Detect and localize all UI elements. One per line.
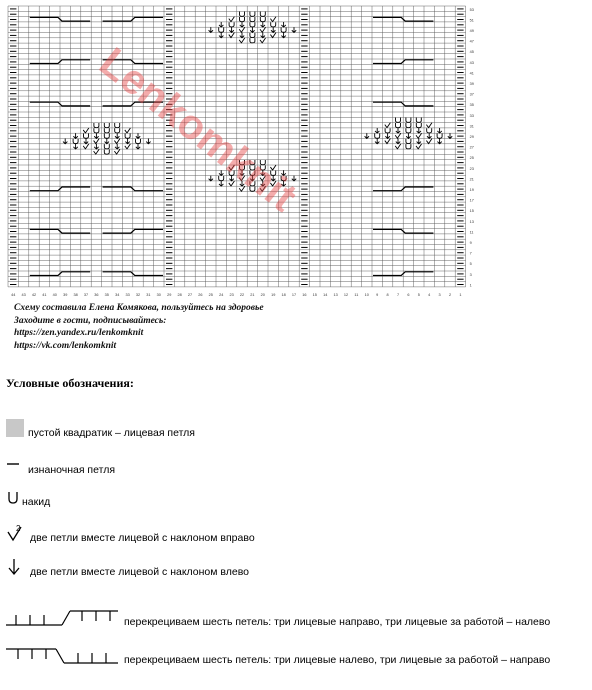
col-number: 17 [291,292,297,297]
k2tog-left-symbol [209,176,213,181]
k2tog-left-symbol [281,170,285,175]
k2tog-left-symbol [63,139,67,144]
k2tog-left-symbol [136,144,140,149]
col-number: 38 [73,292,78,297]
k2tog-right-symbol [416,144,422,149]
col-number: 12 [343,292,349,297]
col-number: 1 [459,292,462,297]
k2tog-right-symbol [270,181,276,186]
yarn-over-symbol [406,144,411,149]
row-number: 3 [469,272,472,277]
grey-square-icon [6,419,24,437]
k2tog-left-symbol [261,33,265,38]
k2tog-left-symbol [219,33,223,38]
yarn-over-symbol [104,134,109,139]
row-number: 31 [469,124,474,129]
k2tog-right-symbol [395,144,401,149]
k2tog-left-symbol [250,176,254,181]
legend-purl-text: изнаночная петля [28,464,116,476]
k2tog-right-symbol [229,165,235,170]
k2tog-left-symbol [417,128,421,133]
yarn-over-symbol [250,160,255,165]
yarn-over-symbol [229,22,234,27]
col-number: 22 [239,292,245,297]
k2tog-left-symbol [375,139,379,144]
yarn-over-symbol [250,165,255,170]
cable-cross-icon [6,647,118,665]
col-number: 14 [323,292,328,297]
k2tog-left-symbol [229,27,233,32]
legend-knit-text: пустой квадратик – лицевая петля [28,427,195,439]
row-number: 19 [469,187,474,192]
yarn-over-symbol [416,118,421,123]
col-number: 41 [42,292,47,297]
row-number: 43 [469,60,474,65]
k2tog-left-symbol [73,144,77,149]
k2tog-right-symbol [260,27,266,32]
k2tog-left-symbol [125,139,129,144]
col-number: 29 [167,292,172,297]
check-2-icon [6,523,24,543]
yarn-over-symbol [406,128,411,133]
col-number: 11 [354,292,359,297]
col-number: 10 [364,292,369,297]
col-number: 16 [302,292,307,297]
yarn-over-symbol [240,12,245,17]
k2tog-right-symbol [94,139,100,144]
k2tog-left-symbol [261,22,265,27]
yarn-over-symbol [375,134,380,139]
col-number: 6 [407,292,410,297]
k2tog-left-symbol [219,170,223,175]
yarn-over-symbol [406,139,411,144]
k2tog-right-symbol [229,33,235,38]
yarn-over-symbol [219,28,224,33]
row-number: 27 [469,145,474,150]
yarn-over-symbol [385,128,390,133]
yarn-over-symbol [229,171,234,176]
k2tog-left-symbol [115,133,119,138]
credits [14,302,264,352]
col-number: 42 [31,292,37,297]
yarn-over-symbol [125,134,130,139]
legend-yarn-over-text: накид [22,496,51,508]
k2tog-left-symbol [94,144,98,149]
yarn-over-symbol [260,12,265,17]
k2tog-left-symbol [240,170,244,175]
k2tog-left-symbol [385,133,389,138]
k2tog-right-symbol [239,38,245,43]
row-number: 35 [469,103,474,108]
col-number: 13 [333,292,338,297]
col-number: 5 [417,292,420,297]
row-number: 41 [469,71,474,76]
k2tog-right-symbol [83,144,89,149]
row-number: 39 [469,81,474,86]
col-number: 34 [115,292,120,297]
col-number: 25 [208,292,213,297]
yarn-over-symbol [250,22,255,27]
k2tog-right-symbol [270,165,276,170]
k2tog-right-symbol [385,139,391,144]
credits-link-zen[interactable]: https://zen.yandex.ru/lenkomknit [14,328,144,338]
row-number: 13 [469,219,474,224]
yarn-over-symbol [406,118,411,123]
yarn-over-symbol [240,17,245,22]
yarn-over-symbol [406,123,411,128]
k2tog-right-symbol [229,181,235,186]
legend-cable-left [6,608,550,628]
k2tog-left-symbol [271,176,275,181]
yarn-over-symbol [250,38,255,43]
k2tog-right-symbol [385,123,391,128]
k2tog-left-symbol [261,170,265,175]
row-number: 37 [469,92,474,97]
legend-cable-right-text: перекрециваем шесть петель: три лицевые налево, три лицевые за работой – направо [124,654,551,666]
col-number: 39 [63,292,68,297]
dash-icon [6,460,22,472]
legend-k2tog-right-text: две петли вместе лицевой с наклоном вправо [30,532,255,544]
col-number: 9 [376,292,379,297]
yarn-over-symbol [427,128,432,133]
k2tog-left-symbol [146,139,150,144]
k2tog-right-symbol [125,144,131,149]
k2tog-right-symbol [260,176,266,181]
row-number: 15 [469,209,474,214]
knitting-chart [6,4,488,300]
k2tog-left-symbol [219,181,223,186]
row-number: 21 [469,177,474,182]
k2tog-left-symbol [240,22,244,27]
chart-svg [6,4,488,300]
yarn-over-symbol [281,28,286,33]
yarn-over-symbol [250,171,255,176]
yarn-over-symbol [437,134,442,139]
col-number: 4 [428,292,431,297]
row-number: 11 [469,230,474,235]
col-number: 33 [125,292,130,297]
col-number: 26 [198,292,203,297]
k2tog-left-symbol [406,133,410,138]
col-number: 24 [219,292,224,297]
row-number: 33 [469,113,474,118]
yarn-over-symbol [396,123,401,128]
yarn-over-symbol [240,160,245,165]
col-number: 40 [52,292,57,297]
k2tog-left-symbol [271,27,275,32]
col-number: 21 [250,292,255,297]
u-icon [6,491,20,505]
row-number: 17 [469,198,474,203]
k2tog-right-symbol [83,128,89,133]
legend-yarn-over [6,488,50,508]
yarn-over-symbol [115,123,120,128]
col-number: 35 [104,292,109,297]
col-number: 2 [448,292,452,297]
yarn-over-symbol [94,123,99,128]
yarn-over-symbol [396,118,401,123]
k2tog-left-symbol [229,176,233,181]
legend-knit [6,417,195,439]
col-number: 30 [156,292,161,297]
k2tog-left-symbol [73,133,77,138]
k2tog-right-symbol [426,139,432,144]
k2tog-right-symbol [416,133,422,138]
k2tog-left-symbol [84,139,88,144]
yarn-over-symbol [250,17,255,22]
k2tog-right-symbol [239,27,245,32]
yarn-over-symbol [260,17,265,22]
k2tog-right-symbol [94,149,100,154]
k2tog-right-symbol [239,186,245,191]
k2tog-left-symbol [281,33,285,38]
check-2-superscript: 2 [16,524,21,533]
legend-title: Условные обозначения: [6,376,134,390]
credits-line-2: Заходите в гости, подписывайтесь: [14,315,167,326]
k2tog-left-symbol [375,128,379,133]
k2tog-left-symbol [240,181,244,186]
watermark: Lenkomknit [91,38,306,221]
col-number: 15 [312,292,317,297]
row-number: 1 [469,283,472,288]
legend-cable-left-text: перекрециваем шесть петель: три лицевые направо, три лицевые за работой – налево [124,616,551,628]
row-number: 47 [469,39,474,44]
col-number: 37 [83,292,89,297]
yarn-over-symbol [94,128,99,133]
k2tog-right-symbol [260,186,266,191]
k2tog-left-symbol [115,144,119,149]
k2tog-right-symbol [270,17,276,22]
yarn-over-symbol [104,149,109,154]
k2tog-left-symbol [281,22,285,27]
col-number: 23 [229,292,234,297]
row-number: 51 [469,18,474,23]
yarn-over-symbol [271,171,276,176]
k2tog-left-symbol [396,139,400,144]
yarn-over-symbol [250,33,255,38]
yarn-over-symbol [240,165,245,170]
k2tog-right-symbol [239,176,245,181]
k2tog-left-symbol [417,139,421,144]
yarn-over-symbol [250,12,255,17]
legend-k2tog-left-text: две петли вместе лицевой с наклоном влево [30,566,250,578]
yarn-over-symbol [260,165,265,170]
credits-line-1: Схему составила Елена Комякова, пользуйтесь на здоровье [14,303,264,313]
col-number: 18 [281,292,286,297]
yarn-over-symbol [250,181,255,186]
k2tog-right-symbol [395,133,401,138]
yarn-over-symbol [115,128,120,133]
col-number: 20 [260,292,265,297]
yarn-over-symbol [136,139,141,144]
legend-k2tog-left [6,556,249,578]
row-number: 29 [469,134,474,139]
k2tog-left-symbol [292,27,296,32]
legend-cable-right [6,646,550,666]
k2tog-left-symbol [365,133,369,138]
cable-cross-icon [6,609,118,627]
k2tog-left-symbol [261,181,265,186]
yarn-over-symbol [104,128,109,133]
col-number: 3 [438,292,441,297]
yarn-over-symbol [73,139,78,144]
yarn-over-symbol [281,176,286,181]
col-number: 8 [386,292,389,297]
col-number: 44 [11,292,16,297]
k2tog-left-symbol [105,139,109,144]
k2tog-left-symbol [292,176,296,181]
k2tog-left-symbol [437,128,441,133]
k2tog-right-symbol [125,128,131,133]
col-number: 7 [396,292,400,297]
yarn-over-symbol [84,134,89,139]
k2tog-right-symbol [270,33,276,38]
k2tog-left-symbol [240,33,244,38]
col-number: 43 [21,292,26,297]
yarn-over-symbol [219,176,224,181]
k2tog-left-symbol [136,133,140,138]
k2tog-left-symbol [437,139,441,144]
yarn-over-symbol [416,123,421,128]
k2tog-left-symbol [209,27,213,32]
yarn-over-symbol [250,187,255,192]
k2tog-right-symbol [114,139,120,144]
row-number: 5 [469,262,472,267]
row-number: 53 [469,7,474,12]
row-number: 49 [469,28,474,33]
legend-k2tog-right [6,522,255,544]
row-number: 25 [469,156,474,161]
col-number: 32 [135,292,141,297]
col-number: 27 [187,292,193,297]
col-number: 28 [177,292,182,297]
row-number: 7 [469,251,472,256]
k2tog-right-symbol [114,149,120,154]
col-number: 36 [94,292,99,297]
k2tog-left-symbol [94,133,98,138]
row-number: 45 [469,50,474,55]
credits-link-vk[interactable]: https://vk.com/lenkomknit [14,340,117,351]
k2tog-left-symbol [250,27,254,32]
k2tog-left-symbol [427,133,431,138]
k2tog-left-symbol [396,128,400,133]
col-number: 19 [271,292,276,297]
down-arrow-icon [6,557,22,577]
k2tog-right-symbol [426,123,432,128]
yarn-over-symbol [104,123,109,128]
yarn-over-symbol [271,22,276,27]
legend-purl [6,456,115,476]
k2tog-left-symbol [219,22,223,27]
col-number: 31 [146,292,151,297]
k2tog-right-symbol [229,17,235,22]
k2tog-left-symbol [448,133,452,138]
row-number: 23 [469,166,474,171]
row-number: 9 [469,240,472,245]
k2tog-left-symbol [281,181,285,186]
yarn-over-symbol [104,144,109,149]
yarn-over-symbol [260,160,265,165]
k2tog-right-symbol [260,38,266,43]
